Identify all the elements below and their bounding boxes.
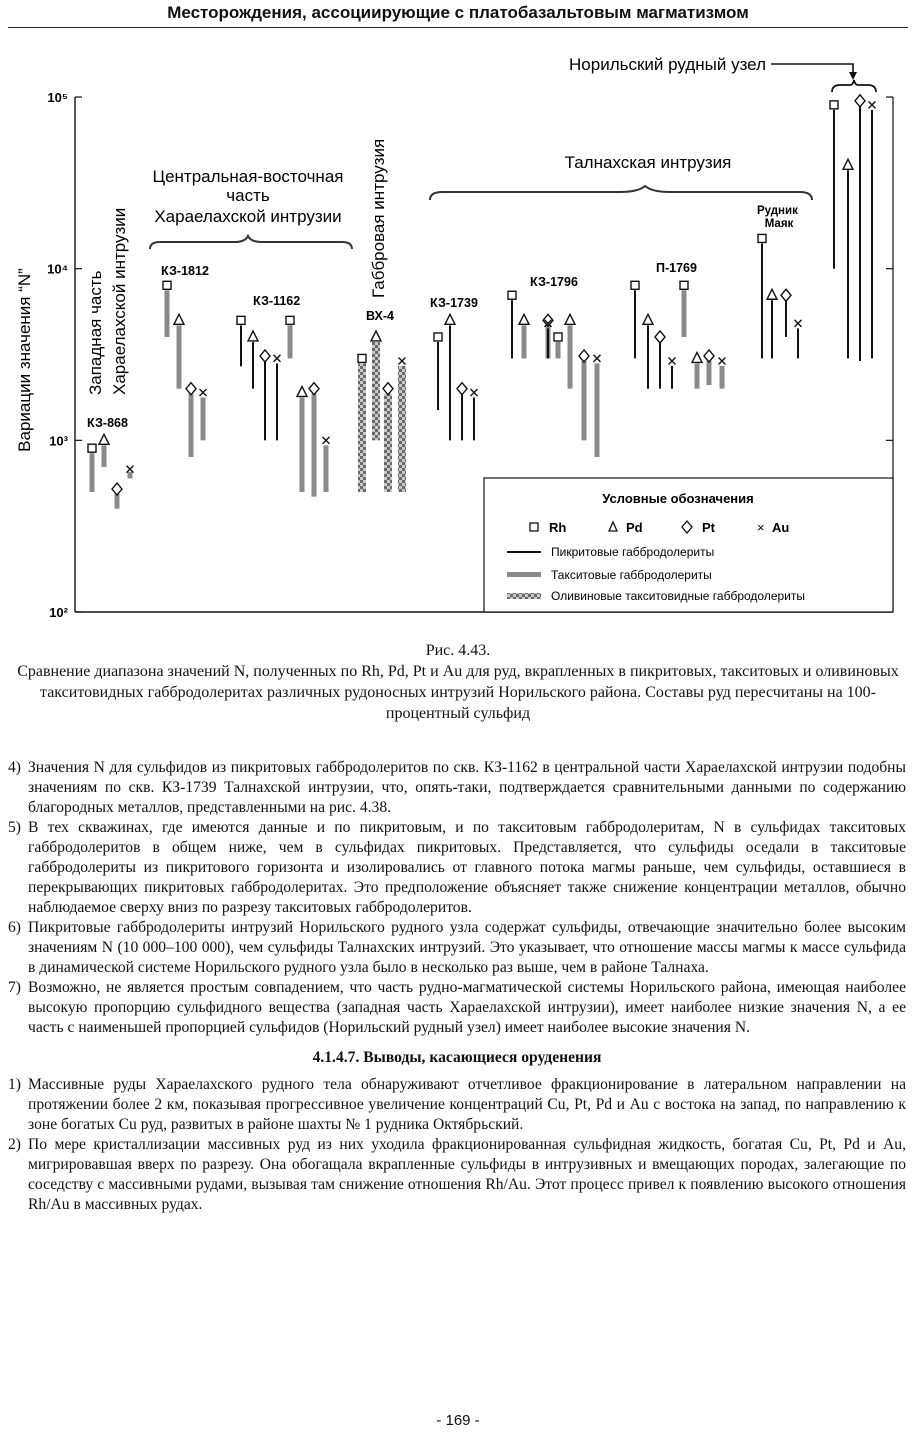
header-rule [8, 27, 908, 28]
pd-marker [692, 352, 702, 362]
range-pd-taxitic [102, 445, 107, 467]
legend-picritic-label: Пикритовые габбродолериты [551, 545, 715, 559]
paragraph-text: Значения N для сульфидов из пикритовых габбродолеритов по скв. КЗ-1162 в центральной части Хараелахской интрузии подобны значениям по скв. КЗ-1739 Талнахской интрузии, что, опять-таки, подтверждается сравнительными данными по содержанию благородных металлов, представленными на рис. 4.38. [28, 759, 906, 816]
pd-marker [843, 159, 853, 169]
legend-olivine-label: Оливиновые такситовидные габбродолериты [551, 589, 805, 603]
au-marker [719, 357, 726, 364]
borehole-label-kz1812: КЗ-1812 [161, 264, 209, 278]
group-label-gabbro: Габбровая интрузия [369, 138, 388, 298]
figure-caption [8, 640, 908, 724]
range-au-taxitic [201, 397, 206, 440]
y-tick-label: 10³ [49, 433, 68, 449]
au-marker [200, 389, 207, 396]
caption-text: Сравнение диапазона значений N, полученных по Rh, Pd, Pt и Au для руд, вкрапленных в пикритовых, такситовых и оливиновых такситовидных габбродолеритах различных рудоносных интрузий Норильского района. Составы руд пересчитаны на 100-процентный сульфид [17, 663, 899, 722]
range-rh-taxitic [165, 290, 170, 337]
norilsk-pointer-arrow [849, 72, 857, 80]
pt-marker [309, 383, 319, 395]
au-marker [127, 466, 134, 473]
rh-marker [631, 281, 639, 289]
range-pd-taxitic [177, 325, 182, 388]
legend-title: Условные обозначения [602, 491, 754, 506]
group-label-central-3: Хараелахской интрузии [154, 207, 342, 226]
mayak-line-2: Маяк [764, 218, 794, 230]
pd-marker [565, 314, 575, 324]
rh-marker [434, 333, 442, 341]
conclusion-number: 1) [8, 1076, 21, 1093]
legend-rh-icon [530, 523, 538, 531]
borehole-label-kz1162: КЗ-1162 [253, 294, 301, 308]
rh-marker [237, 316, 245, 324]
caption-label: Рис. 4.43. [425, 642, 491, 659]
borehole-label-p1769: П-1769 [656, 261, 697, 275]
conclusion-text: Массивные руды Хараелахского рудного тела обнаруживают отчетливое фракционирование в латеральном направлении на протяжении более 2 км, показывая прогрессивное увеличение концентраций Cu, Pt, Pd и Au с востока на запад, по направлению к зоне богатых Cu руд, развитых в районе шахты № 1 рудника Октябрьский. [28, 1076, 906, 1133]
au-marker [869, 101, 876, 108]
pd-marker [371, 331, 381, 341]
pt-marker [781, 289, 791, 301]
au-marker [274, 355, 281, 362]
range-pd-taxitic [695, 363, 700, 388]
pt-marker [186, 383, 196, 395]
pt-marker [457, 383, 467, 395]
pt-marker [655, 331, 665, 343]
rh-marker [758, 234, 766, 242]
range-au-taxitic [324, 445, 329, 492]
n-variation-chart [0, 32, 916, 634]
conclusion-2 [8, 1135, 906, 1215]
pt-marker [260, 350, 270, 362]
paragraph-4 [8, 758, 906, 818]
y-tick-label: 10⁴ [47, 261, 68, 277]
rh-marker [508, 291, 516, 299]
range-pd-olivine [372, 342, 380, 440]
range-au-taxitic [595, 363, 600, 457]
y-tick-label: 10² [49, 605, 68, 620]
range-rh-olivine [358, 363, 366, 492]
conclusion-number: 2) [8, 1136, 21, 1153]
pt-marker [112, 483, 122, 495]
paragraph-number: 6) [8, 919, 21, 936]
rh-marker [830, 101, 838, 109]
section-title: 4.1.4.7. Выводы, касающиеся оруденения [312, 1049, 602, 1066]
borehole-label-mayak [757, 205, 801, 230]
conclusion-1 [8, 1075, 906, 1135]
pd-marker [174, 314, 184, 324]
pt-marker [383, 383, 393, 395]
borehole-label-kz1739: КЗ-1739 [430, 296, 478, 310]
paragraph-text: В тех скважинах, где имеются данные и по пикритовым, и по такситовым габбродолеритам, N в сульфидах такситовых габбродолеритов в общем ниже, чем в сульфидах пикритовых. Представляется, что сульфиды оседали в такситовые габбродолериты из пикритового горизонта и изолировались от главного потока магмы раньше, чем сульфиды, оставшиеся в перекрывающих пикритовых габбродолеритах. Это предположение объясняет также снижение концентрации металлов, обычно наблюдаемое сверху вниз по разрезу такситовых габбродолеритов. [28, 819, 906, 916]
group-label-talnakh: Талнахская интрузия [564, 153, 732, 172]
paragraph-6 [8, 918, 906, 978]
rh-marker [163, 281, 171, 289]
range-rh-taxitic [682, 290, 687, 337]
range-rh-taxitic [556, 342, 561, 358]
y-axis-label: Вариации значения “N” [15, 268, 34, 452]
pt-marker [855, 95, 865, 107]
au-marker [669, 357, 676, 364]
norilsk-pointer [771, 64, 853, 74]
legend-au-label: Au [772, 520, 790, 535]
paragraph-number: 7) [8, 979, 21, 996]
y-tick-label: 10⁵ [47, 90, 68, 105]
legend-olivine-swatch [507, 593, 541, 599]
au-marker [323, 437, 330, 444]
paragraph-5 [8, 818, 906, 918]
pd-marker [248, 331, 258, 341]
range-pd-taxitic [300, 397, 305, 492]
pd-marker [99, 434, 109, 444]
range-pd-taxitic [568, 325, 573, 388]
paragraph-number: 4) [8, 759, 21, 776]
rh-marker [680, 281, 688, 289]
range-pt-olivine [384, 394, 392, 492]
pd-marker [445, 314, 455, 324]
pd-marker [767, 289, 777, 299]
au-marker [795, 320, 802, 327]
group-label-west-2: Хараелахской интрузии [110, 207, 129, 395]
legend-au-icon: × [757, 520, 765, 535]
range-au-taxitic [128, 472, 133, 478]
paragraph-text: Возможно, не является простым совпадением, что часть рудно-магматической системы Норильского района, имеющая наиболее высокую пропорцию сульфидного вещества (западная часть Хараелахской интрузии), имеет наиболее низкие значения N, а ее часть с наименьшей пропорцией сульфидов (Норильский рудный узел) имеет наиболее высокие значения N. [28, 979, 906, 1036]
pt-marker [704, 350, 714, 362]
au-marker [471, 389, 478, 396]
mayak-line-1: Рудник [756, 205, 798, 217]
group-label-central-1: Центральная-восточная [152, 167, 344, 186]
group-label-norilsk: Норильский рудный узел [569, 55, 766, 74]
group-label-west-1: Западная часть [86, 270, 105, 395]
range-rh-taxitic [90, 453, 95, 492]
rh-marker [554, 333, 562, 341]
pt-marker [579, 350, 589, 362]
pd-marker [297, 386, 307, 396]
paragraph-text: Пикритовые габбродолериты интрузий Норильского рудного узла содержат сульфиды, отвечающие значительно более высоким значениям N (10 000–100 000), чем сульфиды Талнахских интрузий. Это указывает, что отношение массы магмы к массе сульфида в динамической системе Норильского рудного узла было в несколько раз выше, чем в районе Талнаха. [28, 919, 906, 976]
rh-marker [358, 354, 366, 362]
legend-taxitic-label: Такситовые габбродолериты [551, 568, 712, 582]
range-pt-taxitic [707, 361, 712, 385]
range-pt-taxitic [115, 494, 120, 509]
paragraph-number: 5) [8, 819, 21, 836]
legend-rh-label: Rh [549, 520, 567, 535]
borehole-label-kz1796: КЗ-1796 [530, 275, 578, 289]
range-au-olivine [398, 366, 406, 492]
range-rh-taxitic [288, 325, 293, 358]
group-label-central-2: часть [226, 186, 270, 205]
range-marks [88, 95, 876, 509]
range-pt-taxitic [582, 361, 587, 440]
range-pt-taxitic [189, 394, 194, 457]
au-marker [399, 357, 406, 364]
range-pt-taxitic [312, 394, 317, 497]
rh-marker [88, 444, 96, 452]
borehole-label-vx4: ВХ-4 [366, 309, 395, 323]
rh-marker [286, 316, 294, 324]
range-au-taxitic [720, 366, 725, 389]
range-pd-taxitic [522, 325, 527, 358]
borehole-label-kz868: КЗ-868 [87, 416, 128, 430]
running-header: Месторождения, ассоциирующие с платобазальтовым магматизмом [167, 3, 749, 22]
legend-pt-label: Pt [702, 520, 715, 535]
pd-marker [519, 314, 529, 324]
brace-central [150, 236, 352, 249]
legend-pd-label: Pd [626, 520, 643, 535]
brace-norilsk [832, 80, 876, 92]
legend-taxitic-swatch [507, 572, 541, 577]
paragraph-7 [8, 978, 906, 1038]
conclusion-text: По мере кристаллизации массивных руд из них уходила фракционированная сульфидная жидкость, богатая Cu, Pt, Pd и Au, мигрировавшая вверх по разрезу. Она обогащала вкрапленные сульфиды в интрузивных и вмещающих породах, залегающие по соседству с массивными рудами, вызывая там снижение отношения Rh/Au. Этот процесс привел к появлению высокого отношения Rh/Au в массивных рудах. [28, 1136, 906, 1213]
pd-marker [643, 314, 653, 324]
legend [484, 478, 893, 612]
body-text [8, 758, 906, 1215]
au-marker [594, 355, 601, 362]
brace-talnakh [430, 186, 812, 200]
page-number: - 169 - [436, 1412, 480, 1429]
